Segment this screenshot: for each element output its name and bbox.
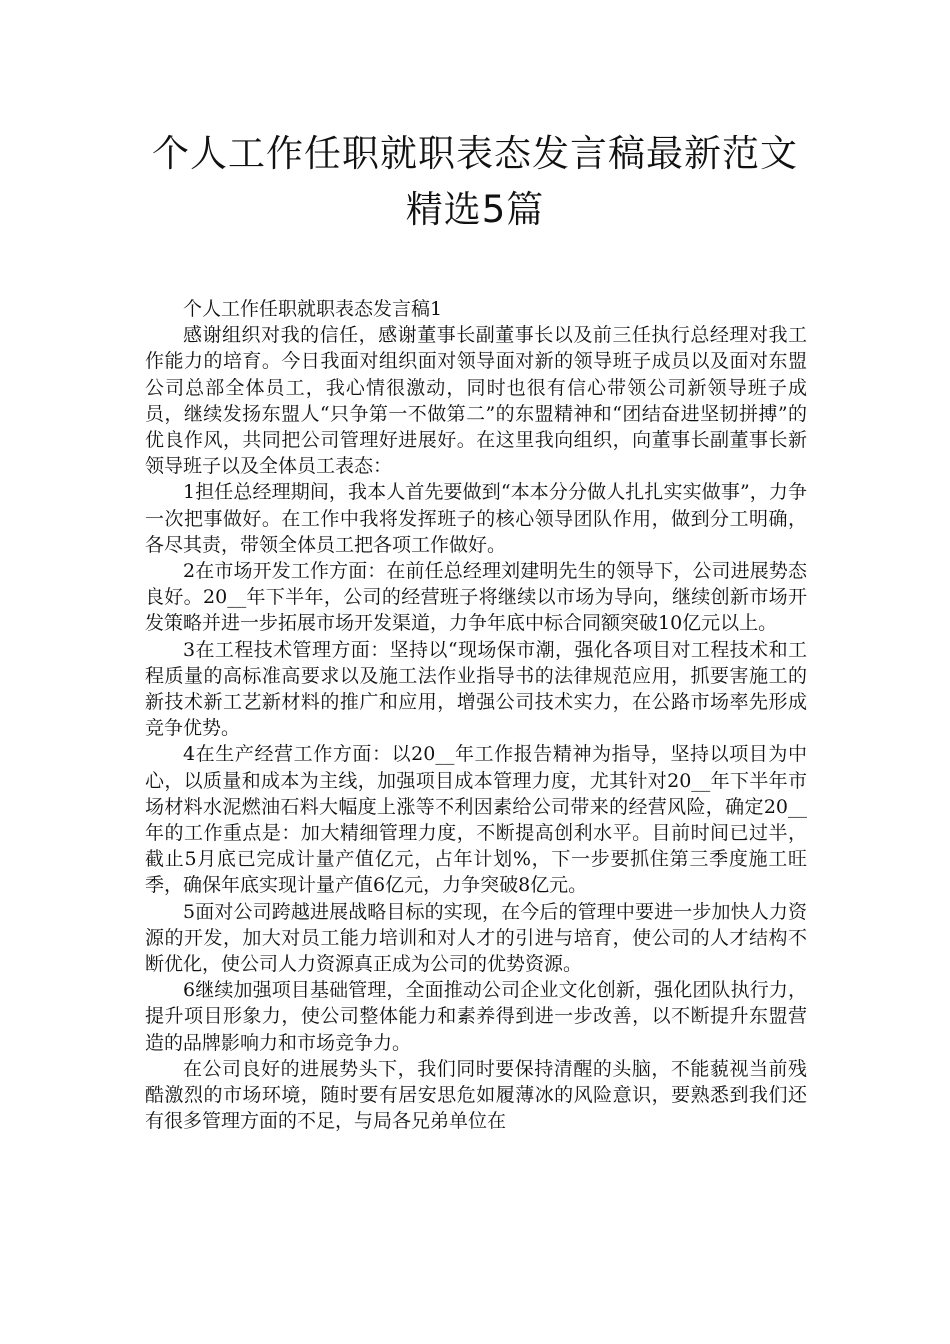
paragraph: 在公司良好的进展势头下，我们同时要保持清醒的头脑，不能藐视当前残酷激烈的市场环境，随时要有居安思危如履薄冰的风险意识，要熟悉到我们还有很多管理方面的不足，与局各兄弟单位在 bbox=[145, 1057, 807, 1133]
title-line-1: 个人工作任职就职表态发言稿最新范文 bbox=[152, 132, 798, 175]
document-title bbox=[120, 126, 830, 238]
document-body bbox=[145, 296, 807, 1135]
paragraph: 感谢组织对我的信任，感谢董事长副董事长以及前三任执行总经理对我工作能力的培育。今日我面对组织面对领导面对新的领导班子成员以及面对东盟公司总部全体员工，我心情很激动，同时也很有信心带领公司新领导班子成员，继续发扬东盟人“只争第一不做第二”的东盟精神和“团结奋进坚韧拼搏”的优良作风，共同把公司管理好进展好。在这里我向组织，向董事长副董事长新领导班子以及全体员工表态： bbox=[145, 324, 807, 478]
paragraph: 3在工程技术管理方面：坚持以“现场保市潮，强化各项目对工程技术和工程质量的高标准高要求以及施工法作业指导书的法律规范应用，抓要害施工的新技术新工艺新材料的推广和应用，增强公司技术实力，在公路市场率先形成竞争优势。 bbox=[145, 638, 807, 740]
paragraph: 5面对公司跨越进展战略目标的实现，在今后的管理中要进一步加快人力资源的开发，加大对员工能力培训和对人才的引进与培育，使公司的人才结构不断优化，使公司人力资源真正成为公司的优势资源。 bbox=[145, 900, 807, 976]
paragraph: 4在生产经营工作方面：以20__年工作报告精神为指导，坚持以项目为中心，以质量和成本为主线，加强项目成本管理力度，尤其针对20__年下半年市场材料水泥燃油石料大幅度上涨等不利因素给公司带来的经营风险，确定20__年的工作重点是：加大精细管理力度，不断提高创利水平。目前时间已过半，截止5月底已完成计量产值亿元，占年计划%，下一步要抓住第三季度施工旺季，确保年底实现计量产值6亿元，力争突破8亿元。 bbox=[145, 743, 807, 897]
paragraph: 6继续加强项目基础管理，全面推动公司企业文化创新，强化团队执行力，提升项目形象力，使公司整体能力和素养得到进一步改善，以不断提升东盟营造的品牌影响力和市场竞争力。 bbox=[145, 979, 807, 1054]
section-heading: 个人工作任职就职表态发言稿1 bbox=[183, 298, 443, 320]
paragraph: 2在市场开发工作方面：在前任总经理刘建明先生的领导下，公司进展势态良好。20__年下半年，公司的经营班子将继续以市场为导向，继续创新市场开发策略并进一步拓展市场开发渠道，力争年底中标合同额突破10亿元以上。 bbox=[145, 560, 807, 635]
paragraph: 1担任总经理期间，我本人首先要做到“本本分分做人扎扎实实做事”，力争一次把事做好。在工作中我将发挥班子的核心领导团队作用，做到分工明确，各尽其责，带领全体员工把各项工作做好。 bbox=[145, 481, 807, 556]
title-line-2: 精选5篇 bbox=[405, 188, 545, 231]
